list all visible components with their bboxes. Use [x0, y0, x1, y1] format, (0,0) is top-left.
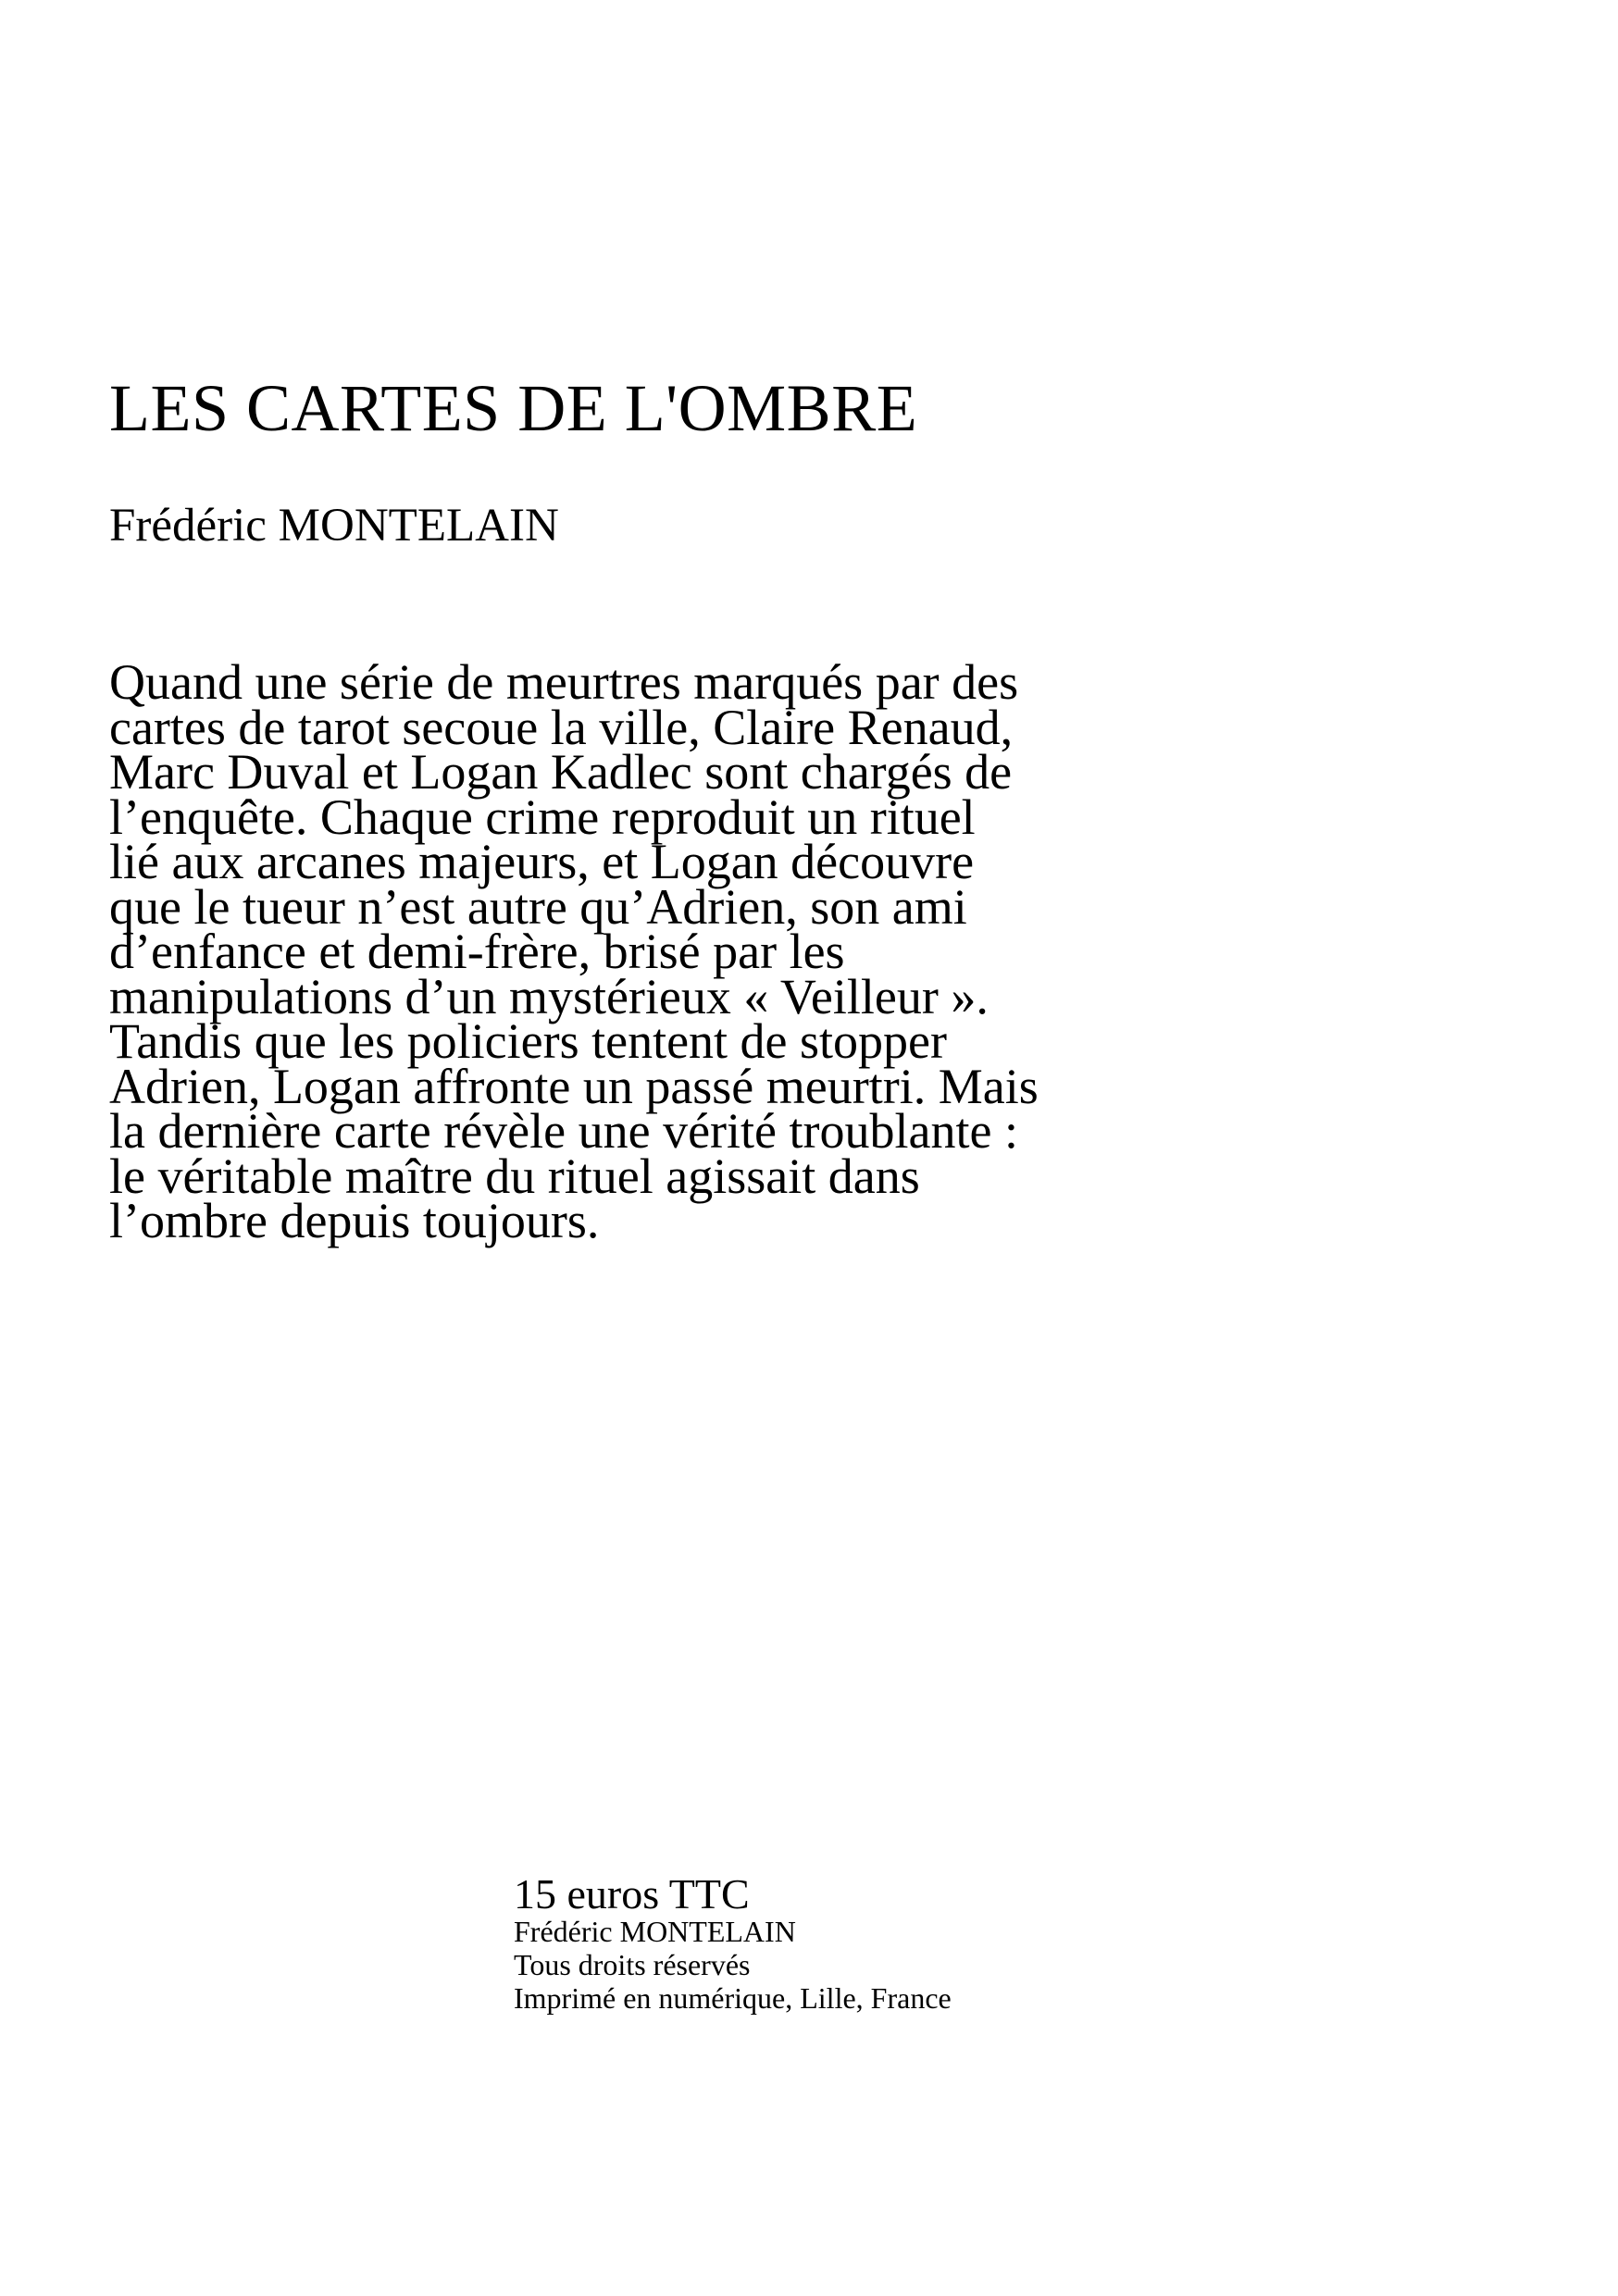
imprint-rights: Tous droits réservés [514, 1948, 751, 1981]
imprint-publisher: Frédéric MONTELAIN [514, 1915, 796, 1948]
synopsis [109, 654, 1039, 1248]
synopsis-line: Quand une série de meurtres marqués par des [109, 654, 1019, 710]
synopsis-line: le véritable maître du rituel agissait dans [109, 1148, 920, 1204]
synopsis-line: lié aux arcanes majeurs, et Logan découvre [109, 834, 975, 889]
synopsis-line: cartes de tarot secoue la ville, Claire Renaud, [109, 699, 1014, 755]
synopsis-line: d’enfance et demi-frère, brisé par les [109, 924, 845, 979]
imprint-block [514, 1870, 952, 2015]
book-title: LES CARTES DE L'OMBRE [109, 371, 918, 445]
synopsis-line: que le tueur n’est autre qu’Adrien, son ami [109, 878, 967, 935]
synopsis-line: manipulations d’un mystérieux « Veilleur ». [109, 968, 989, 1024]
book-author: Frédéric MONTELAIN [109, 500, 559, 552]
synopsis-line: la dernière carte révèle une vérité troublante : [109, 1103, 1018, 1159]
price: 15 euros TTC [514, 1870, 750, 1917]
imprint-printing: Imprimé en numérique, Lille, France [514, 1981, 952, 2015]
synopsis-line: Adrien, Logan affronte un passé meurtri. Mais [109, 1058, 1039, 1114]
synopsis-line: Marc Duval et Logan Kadlec sont chargés de [109, 744, 1013, 800]
synopsis-line: l’enquête. Chaque crime reproduit un rituel [109, 788, 976, 845]
synopsis-line: l’ombre depuis toujours. [109, 1193, 600, 1248]
synopsis-line: Tandis que les policiers tentent de stopper [109, 1013, 947, 1069]
